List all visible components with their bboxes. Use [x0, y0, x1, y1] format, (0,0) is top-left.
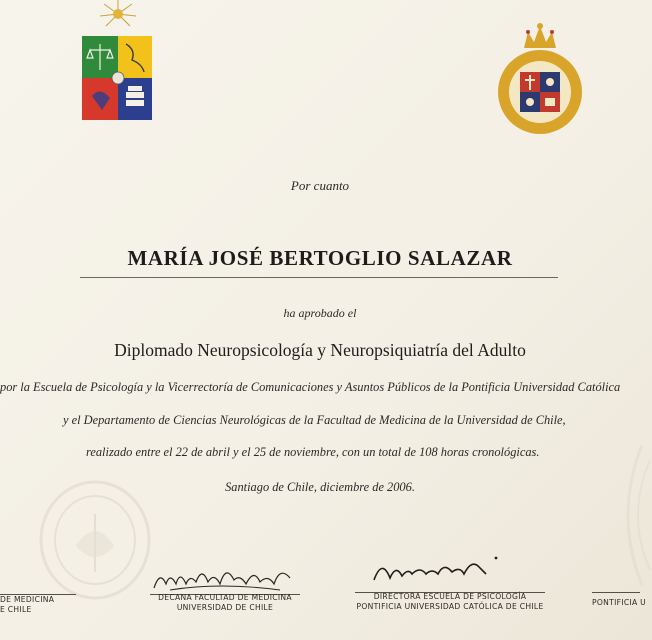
sun-icon	[100, 0, 136, 26]
shield-icon	[82, 36, 152, 120]
name-underline	[80, 277, 558, 278]
recipient-name: MARÍA JOSÉ BERTOGLIO SALAZAR	[127, 246, 513, 270]
place-date: Santiago de Chile, diciembre de 2006.	[225, 480, 415, 494]
signatory-institution: PONTIFICIA UNIVERSIDAD CATÓLICA DE CHILE	[356, 602, 544, 611]
body-line-2: y el Departamento de Ciencias Neurológicas de la Facultad de Medicina de la Universidad de Chile,	[63, 413, 566, 427]
signature-line	[592, 592, 640, 593]
shield-icon	[520, 72, 560, 112]
signatory-institution: UNIVERSIDAD DE CHILE	[176, 603, 274, 612]
puc-chile-crest	[494, 20, 586, 138]
crown-icon	[524, 23, 556, 48]
signatory-caption-director	[350, 592, 550, 612]
signatory-caption-dean	[140, 593, 310, 613]
body-line-1: por la Escuela de Psicología y la Vicerrectoría de Comunicaciones y Asuntos Públicos de la Pontificia Universidad Católica	[0, 380, 621, 394]
embossed-seal-edge-icon	[612, 440, 652, 590]
signatory-title: DIRECTORA ESCUELA DE PSICOLOGÍA	[373, 592, 527, 601]
body-line-3: realizado entre el 22 de abril y el 25 de noviembre, con un total de 108 horas cronológicas.	[86, 445, 540, 459]
signatory-institution: PONTIFICIA U	[592, 598, 647, 607]
signatory-caption-far-left	[0, 595, 70, 615]
signatory-caption-far-right	[592, 598, 647, 608]
signatory-title: DE MEDICINA	[0, 595, 55, 604]
director-signature	[368, 548, 508, 588]
signatory-institution: E CHILE	[0, 605, 32, 614]
program-title: Diplomado Neuropsicología y Neuropsiquiatría del Adulto	[114, 340, 526, 360]
approved-text: ha aprobado el	[283, 306, 357, 320]
signatory-title: DECANA FACULTAD DE MEDICINA	[158, 593, 292, 602]
embossed-seal-icon	[36, 476, 154, 604]
intro-text: Por cuanto	[290, 178, 350, 193]
universidad-de-chile-crest	[78, 0, 156, 122]
dean-signature	[150, 560, 300, 596]
